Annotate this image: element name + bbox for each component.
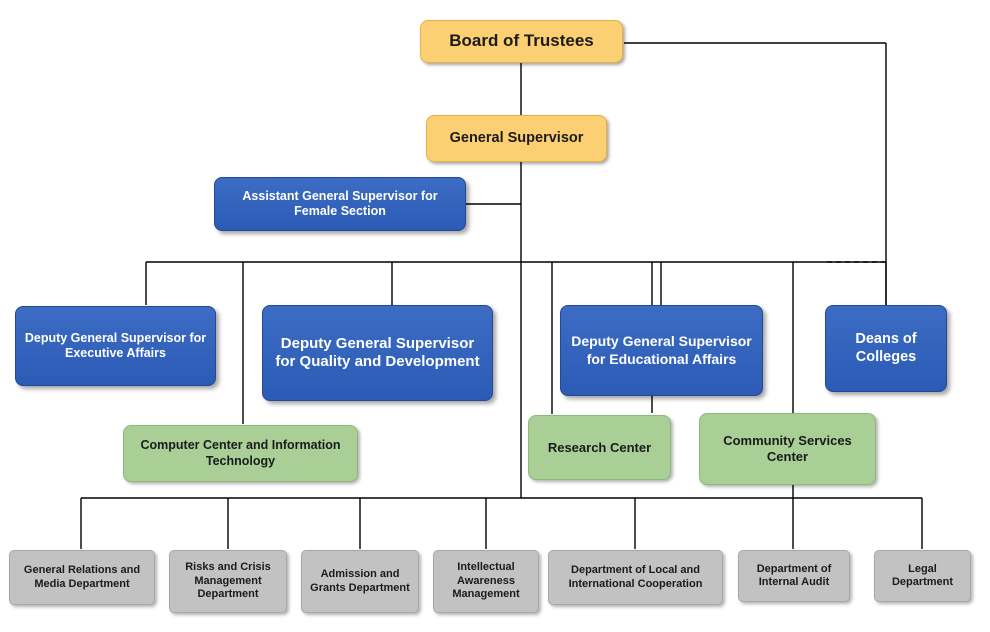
node-label: Risks and Crisis Management Department bbox=[185, 561, 271, 601]
node-deans-of-colleges[interactable] bbox=[825, 305, 947, 392]
node-label: Deputy General Supervisor for Educational Affairs bbox=[571, 333, 752, 367]
node-general-relations-media[interactable] bbox=[9, 550, 155, 605]
node-deputy-quality-development[interactable] bbox=[262, 305, 493, 401]
node-assistant-general-supervisor[interactable] bbox=[214, 177, 466, 231]
node-local-international-cooperation[interactable] bbox=[548, 550, 723, 605]
node-label: Department of Internal Audit bbox=[756, 562, 832, 588]
node-label: Community Services Center bbox=[723, 433, 852, 464]
node-internal-audit[interactable] bbox=[738, 550, 850, 602]
node-label: Deans of Colleges bbox=[855, 330, 917, 365]
node-computer-center[interactable] bbox=[123, 425, 358, 482]
node-risks-crisis-management[interactable] bbox=[169, 550, 287, 613]
node-label: Deputy General Supervisor for Executive Affairs bbox=[24, 330, 207, 360]
node-label: Research Center bbox=[547, 439, 652, 455]
node-community-services-center[interactable] bbox=[699, 413, 876, 485]
node-label: Board of Trustees bbox=[449, 31, 594, 51]
node-admission-grants[interactable] bbox=[301, 550, 419, 613]
node-label: Admission and Grants Department bbox=[310, 568, 410, 594]
node-board-of-trustees[interactable] bbox=[420, 20, 623, 63]
node-research-center[interactable] bbox=[528, 415, 671, 480]
node-label: General Relations and Media Department bbox=[23, 564, 141, 590]
node-label: Intellectual Awareness Management bbox=[452, 561, 520, 601]
node-label: Department of Local and International Cooperation bbox=[568, 564, 703, 590]
node-label: Computer Center and Information Technology bbox=[140, 438, 341, 468]
node-general-supervisor[interactable] bbox=[426, 115, 607, 162]
node-label: Legal Department bbox=[891, 562, 954, 588]
node-deputy-executive-affairs[interactable] bbox=[15, 306, 216, 386]
node-label: Assistant General Supervisor for Female Section bbox=[242, 188, 438, 218]
node-legal-department[interactable] bbox=[874, 550, 971, 602]
node-label: General Supervisor bbox=[449, 129, 584, 146]
node-deputy-educational-affairs[interactable] bbox=[560, 305, 763, 396]
node-label: Deputy General Supervisor for Quality and Development bbox=[275, 334, 480, 370]
node-intellectual-awareness[interactable] bbox=[433, 550, 539, 613]
